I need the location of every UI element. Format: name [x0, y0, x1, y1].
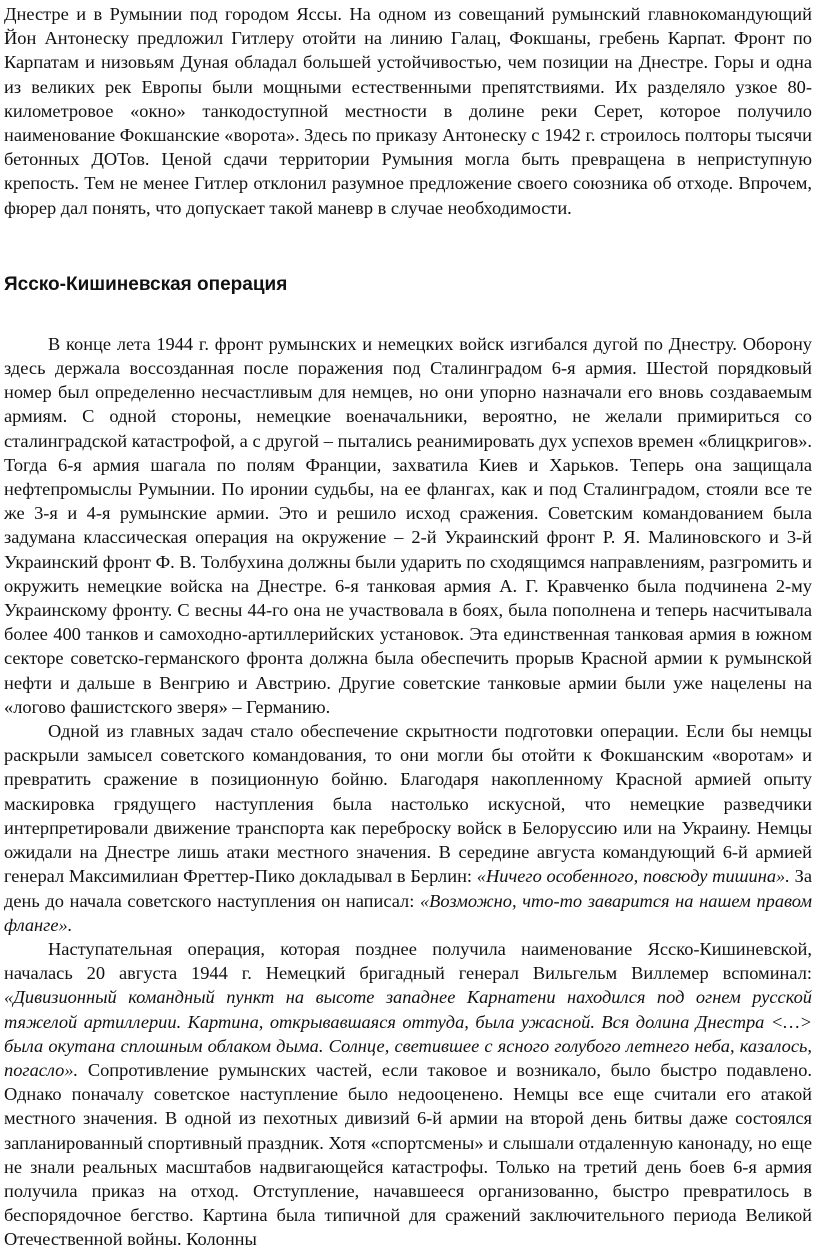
paragraph-2-quote-2: «Возможно, что-то заварится на нашем правом фланге». [4, 890, 812, 935]
paragraph-2-quote-1: «Ничего особенного, повсюду тишина». [476, 866, 790, 887]
paragraph-1: В конце лета 1944 г. фронт румынских и немецких войск изгибался дугой по Днестру. Оборону здесь держала воссозданная после поражения под Сталинградом 6-я армия. Шестой порядковый номер был определенно несчастливым для немцев, но они упорно назначали его вновь создаваемым армиям. С одной стороны, немецкие военачальники, вероятно, не желали примириться со сталинградской катастрофой, а с другой – пытались реанимировать дух успехов времен «блицкригов». Тогда 6-я армия шагала по полям Франции, захватила Киев и Харьков. Теперь она защищала нефтепромыслы Румынии. По иронии судьбы, на ее флангах, как и под Сталинградом, стояли все те же 3-я и 4-я румынские армии. Это и решило исход сражения. Советским командованием была задумана классическая операция на окружение – 2-й Украинский фронт Р. Я. Малиновского и 3-й Украинский фронт Ф. В. Толбухина должны были ударить по сходящимся направлениям, разгромить и окружить немецкие войска на Днестре. 6-я танковая армия А. Г. Кравченко была подчинена 2-му Украинскому фронту. С весны 44-го она не участвовала в боях, была пополнена и теперь насчитывала более 400 танков и самоходно-артиллерийских установок. Эта единственная танковая армия в южном секторе советско-германского фронта должна была обеспечить прорыв Красной армии к румынской нефти и дальше в Венгрию и Австрию. Другие советские танковые армии были уже нацелены на «логово фашистского зверя» – Германию. [4, 333, 812, 717]
paragraph-3-quote-1: «Дивизионный командный пункт на высоте западнее Карнатени находился под огнем русской тяжелой артиллерии. Картина, открывавшаяся оттуда, была ужасной. Вся долина Днестра <…> была окутана сплошным облаком дыма. Солнце, светившее с ясного голубого летнего неба, казалось, погасло». [4, 987, 812, 1080]
paragraph-3-text-a: Наступательная операция, которая позднее получила наименование Ясско-Кишиневской, началась 20 августа 1944 г. Немецкий бригадный генерал Вильгельм Виллемер вспоминал: [4, 938, 812, 984]
paragraph-3-text-b: Сопротивление румынских частей, если таковое и возникало, было быстро подавлено. Однако поначалу советское наступление было недооценено. Немцы все еще считали его атакой местного значения. В одной из пехотных дивизий 6-й армии на второй день битвы даже состоялся запланированный спортивный праздник. Хотя «спортсмены» и слышали отдаленную канонаду, но еще не знали реальных масштабов надвигающейся катастрофы. Только на третий день боев 6-я армия получила приказ на отход. Отступление, начавшееся организованно, быстро превратилось в беспорядочное бегство. Картина была типичной для сражений заключительного периода Великой Отечественной войны. Колонны [4, 1059, 812, 1250]
document-page [0, 2, 816, 1250]
paragraph-intro: Днестре и в Румынии под городом Яссы. На одном из совещаний румынский главнокомандующий Йон Антонеску предложил Гитлеру отойти на линию Галац, Фокшаны, гребень Карпат. Фронт по Карпатам и низовьям Дуная обладал большей устойчивостью, чем позиции на Днестре. Горы и одна из великих рек Европы были мощными естественными препятствиями. Их разделяло узкое 80-километровое «окно» танкодоступной местности в долине реки Серет, которое получило наименование Фокшанские «ворота». Здесь по приказу Антонеску с 1942 г. строилось полторы тысячи бетонных ДОТов. Ценой сдачи территории Румыния могла быть превращена в неприступную крепость. Тем не менее Гитлер отклонил разумное предложение своего союзника об отходе. Впрочем, фюрер дал понять, что допускает такой маневр в случае необходимости. [4, 4, 812, 218]
section-heading: Ясско-Кишиневская операция [4, 273, 288, 295]
paragraph-2-text-b: За день до начала советского наступления он написал: [4, 866, 812, 911]
paragraph-3 [4, 937, 812, 1252]
paragraph-2 [4, 719, 812, 937]
paragraph-2-text-a: Одной из главных задач стало обеспечение скрытности подготовки операции. Если бы немцы раскрыли замысел советского командования, то они могли бы отойти к Фокшанским «воротам» и превратить сражение в позиционную бойню. Благодаря накопленному Красной армией опыту маскировка грядущего наступления была настолько искусной, что немецкие разведчики интерпретировали движение транспорта как переброску войск в Белоруссию или на Украину. Немцы ожидали на Днестре лишь атаки местного значения. В середине августа командующий 6-й армией генерал Максимилиан Фреттер-Пико докладывал в Берлин: [4, 721, 812, 887]
